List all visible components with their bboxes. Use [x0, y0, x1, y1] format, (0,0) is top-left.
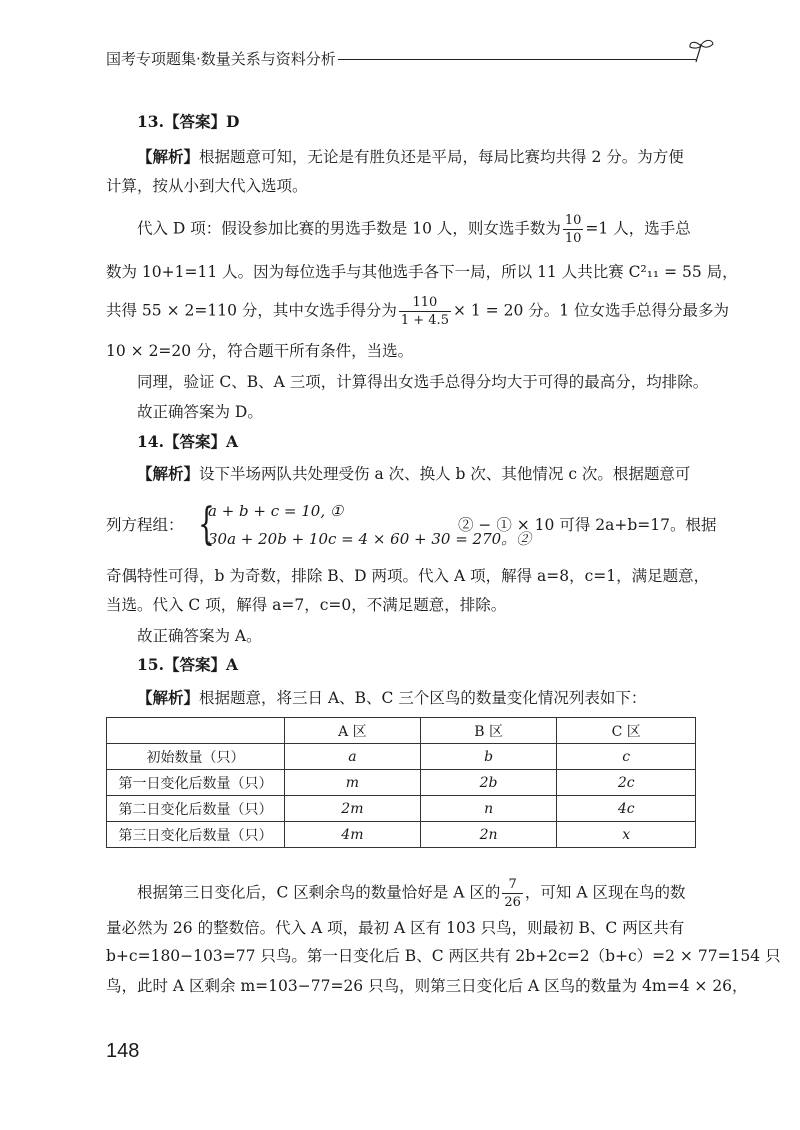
sprout-icon [686, 38, 716, 64]
table-header-cell: B 区 [420, 718, 557, 744]
page-number: 148 [106, 1040, 140, 1062]
q14-analysis-tag: 【解析】 [137, 464, 200, 483]
q13-analysis-line1 [137, 147, 684, 167]
q13-fraction-2-den: 1 + 4.5 [400, 313, 449, 328]
table-row-label: 初始数量（只） [107, 744, 285, 770]
table-row [107, 796, 696, 822]
q15-fraction [502, 876, 523, 911]
q13-para1 [137, 212, 691, 247]
q13-para3-pre: 共得 55 × 2=110 分，其中女选手得分为 [106, 301, 397, 320]
q15-fraction-num: 7 [502, 876, 523, 894]
q15-para3: b+c=180−103=77 只鸟。第一日变化后 B、C 两区共有 2b+2c=2（b+c）=2 × 77=154 只 [106, 947, 781, 965]
q13-conclusion: 故正确答案为 D。 [137, 403, 263, 421]
table-cell: c [557, 744, 696, 770]
q13-para3-post: × 1 = 20 分。1 位女选手总得分最多为 [452, 301, 730, 320]
q14-conclusion: 故正确答案为 A。 [137, 627, 262, 645]
q15-analysis-tag: 【解析】 [137, 688, 200, 707]
q14-para2: 奇偶特性可得，b 为奇数，排除 B、D 两项。代入 A 项，解得 a=8，c=1，满足题意， [106, 567, 710, 585]
equation-2: 30a + 20b + 10c = 4 × 60 + 30 = 270。② [208, 530, 532, 548]
q14-eq-suffix: ② − ① × 10 可得 2a+b=17。根据 [458, 516, 717, 534]
table-cell: m [285, 770, 421, 796]
equation-system [198, 499, 532, 552]
bird-count-table [106, 717, 696, 848]
table-row-label: 第二日变化后数量（只） [107, 796, 285, 822]
q13-answer-label: 13.【答案】D [137, 112, 240, 131]
table-cell: 2m [285, 796, 421, 822]
q13-para2: 数为 10+1=11 人。因为每位选手与其他选手各下一局，所以 11 人共比赛 C²₁₁ = 55 局， [106, 263, 738, 281]
q13-fraction-1-den: 10 [564, 231, 582, 246]
q15-para2: 量必然为 26 的整数倍。代入 A 项，最初 A 区有 103 只鸟，则最初 B、C 两区共有 [106, 919, 685, 937]
q13-fraction-2-num: 110 [399, 294, 451, 312]
table-cell: x [557, 822, 696, 848]
table-cell: b [420, 744, 557, 770]
table-cell: 2c [557, 770, 696, 796]
table-header-cell: C 区 [557, 718, 696, 744]
table-cell: 2b [420, 770, 557, 796]
table-cell: 4m [285, 822, 421, 848]
table-row [107, 744, 696, 770]
equation-1: a + b + c = 10, ① [208, 502, 344, 520]
q15-para4: 鸟，此时 A 区剩余 m=103−77=26 只鸟，则第三日变化后 A 区鸟的数量为 4m=4 × 26， [106, 977, 748, 995]
table-header-row [107, 718, 696, 744]
q13-analysis-tag: 【解析】 [137, 147, 200, 166]
q13-fraction-1 [563, 212, 584, 247]
q15-para1 [137, 876, 685, 911]
table-header-cell: A 区 [285, 718, 421, 744]
header-title: 国考专项题集·数量关系与资料分析 [106, 50, 336, 68]
table-cell: n [420, 796, 557, 822]
q14-eq-prefix: 列方程组： [106, 516, 184, 534]
q13-analysis-text: 根据题意可知，无论是有胜负还是平局，每局比赛均共得 2 分。为方便 [199, 148, 684, 166]
running-header [106, 44, 716, 74]
table-row-label: 第三日变化后数量（只） [107, 822, 285, 848]
table-cell: 2n [420, 822, 557, 848]
table-cell: 4c [557, 796, 696, 822]
q14-para3: 当选。代入 C 项，解得 a=7，c=0，不满足题意，排除。 [106, 596, 507, 614]
q13-para1-pre: 代入 D 项：假设参加比赛的男选手数是 10 人，则女选手数为 [137, 219, 561, 238]
table-header-cell [107, 718, 285, 744]
q14-analysis-line1 [137, 464, 690, 484]
q13-para5: 同理，验证 C、B、A 三项，计算得出女选手总得分均大于可得的最高分，均排除。 [137, 373, 709, 391]
q13-para1-post: =1 人，选手总 [585, 219, 691, 238]
q15-analysis-text: 根据题意，将三日 A、B、C 三个区鸟的数量变化情况列表如下： [199, 689, 647, 707]
q13-para3 [106, 294, 729, 329]
q15-answer-label: 15.【答案】A [137, 655, 238, 674]
q13-analysis-line2: 计算，按从小到大代入选项。 [106, 177, 308, 195]
q13-para4: 10 × 2=20 分，符合题干所有条件，当选。 [106, 342, 414, 360]
table-cell: a [285, 744, 421, 770]
q13-fraction-2 [399, 294, 451, 329]
table-row [107, 822, 696, 848]
header-rule [338, 59, 696, 60]
q13-fraction-1-num: 10 [564, 213, 582, 228]
left-brace: { [198, 499, 215, 550]
q14-analysis-text: 设下半场两队共处理受伤 a 次、换人 b 次、其他情况 c 次。根据题意可 [199, 465, 691, 483]
table-row-label: 第一日变化后数量（只） [107, 770, 285, 796]
q15-para1-pre: 根据第三日变化后，C 区剩余鸟的数量恰好是 A 区的 [137, 883, 501, 902]
q15-fraction-den: 26 [504, 895, 521, 910]
table-row [107, 770, 696, 796]
q15-para1-post: ，可知 A 区现在鸟的数 [524, 883, 686, 902]
q15-analysis-line1 [137, 688, 646, 708]
q14-answer-label: 14.【答案】A [137, 432, 238, 451]
